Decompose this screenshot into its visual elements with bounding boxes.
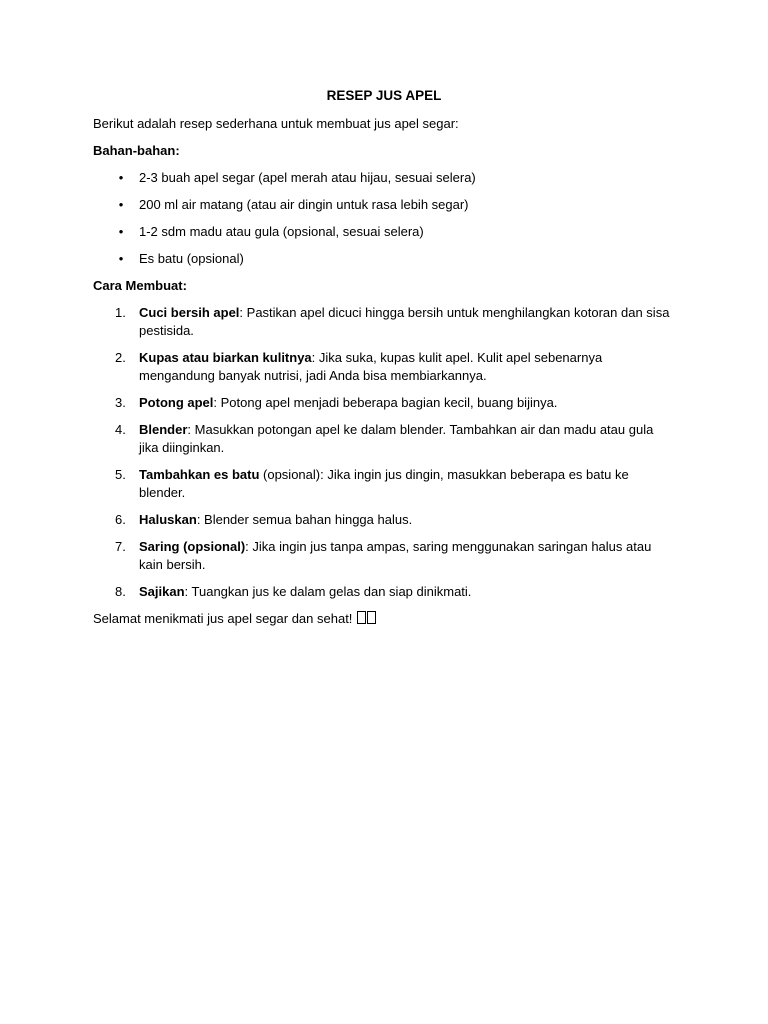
step-number: 5. [115,467,126,482]
missing-glyph-icon [367,611,376,624]
ingredients-heading: Bahan-bahan: [93,143,180,158]
step-title: Potong apel [139,395,214,410]
step-number: 7. [115,539,126,554]
step-text: : Tuangkan jus ke dalam gelas dan siap dinikmati. [184,584,472,599]
step-number: 4. [115,422,126,437]
intro-paragraph: Berikut adalah resep sederhana untuk membuat jus apel segar: [93,116,459,131]
bullet-icon: • [118,224,124,239]
steps-list [93,304,675,601]
ingredient-text: 1-2 sdm madu atau gula (opsional, sesuai selera) [139,224,424,239]
list-item [93,304,675,340]
list-item [93,196,675,214]
steps-heading: Cara Membuat: [93,278,187,293]
ingredient-text: 200 ml air matang (atau air dingin untuk rasa lebih segar) [139,197,469,212]
list-item [93,349,675,385]
list-item [93,394,675,412]
document-body [93,87,675,628]
step-number: 6. [115,512,126,527]
list-item [93,538,675,574]
step-text: : Pastikan apel dicuci hingga bersih untuk menghilangkan kotoran dan sisa pestisida. [139,305,670,338]
step-number: 3. [115,395,126,410]
ingredient-text: 2-3 buah apel segar (apel merah atau hijau, sesuai selera) [139,170,476,185]
ingredients-list [93,169,675,268]
step-text: : Blender semua bahan hingga halus. [196,512,413,527]
step-text: : Jika suka, kupas kulit apel. Kulit apel sebenarnya mengandung banyak nutrisi, jadi Anda bisa membiarkannya. [139,350,603,383]
list-item [93,583,675,601]
step-number: 2. [115,350,126,365]
closing-text: Selamat menikmati jus apel segar dan sehat! [93,611,353,626]
bullet-icon: • [118,170,124,185]
step-number: 1. [115,305,126,320]
step-title: Tambahkan es batu [139,467,260,482]
list-item [93,466,675,502]
bullet-icon: • [118,251,124,266]
list-item [93,169,675,187]
ingredient-text: Es batu (opsional) [139,251,244,266]
step-text: : Potong apel menjadi beberapa bagian kecil, buang bijinya. [213,395,558,410]
step-title: Blender [139,422,188,437]
step-title: Haluskan [139,512,197,527]
step-title: Cuci bersih apel [139,305,240,320]
step-text: : Masukkan potongan apel ke dalam blender. Tambahkan air dan madu atau gula jika diinginkan. [139,422,654,455]
list-item [93,421,675,457]
step-title: Sajikan [139,584,185,599]
step-title: Saring (opsional) [139,539,246,554]
list-item [93,511,675,529]
closing-paragraph [93,610,675,628]
step-number: 8. [115,584,126,599]
list-item [93,250,675,268]
step-title: Kupas atau biarkan kulitnya [139,350,312,365]
document-title: RESEP JUS APEL [326,88,442,103]
bullet-icon: • [118,197,124,212]
step-text: : Jika ingin jus tanpa ampas, saring menggunakan saringan halus atau kain bersih. [139,539,652,572]
list-item [93,223,675,241]
missing-glyph-icon [357,611,366,624]
step-text: (opsional): Jika ingin jus dingin, masukkan beberapa es batu ke blender. [139,467,629,500]
